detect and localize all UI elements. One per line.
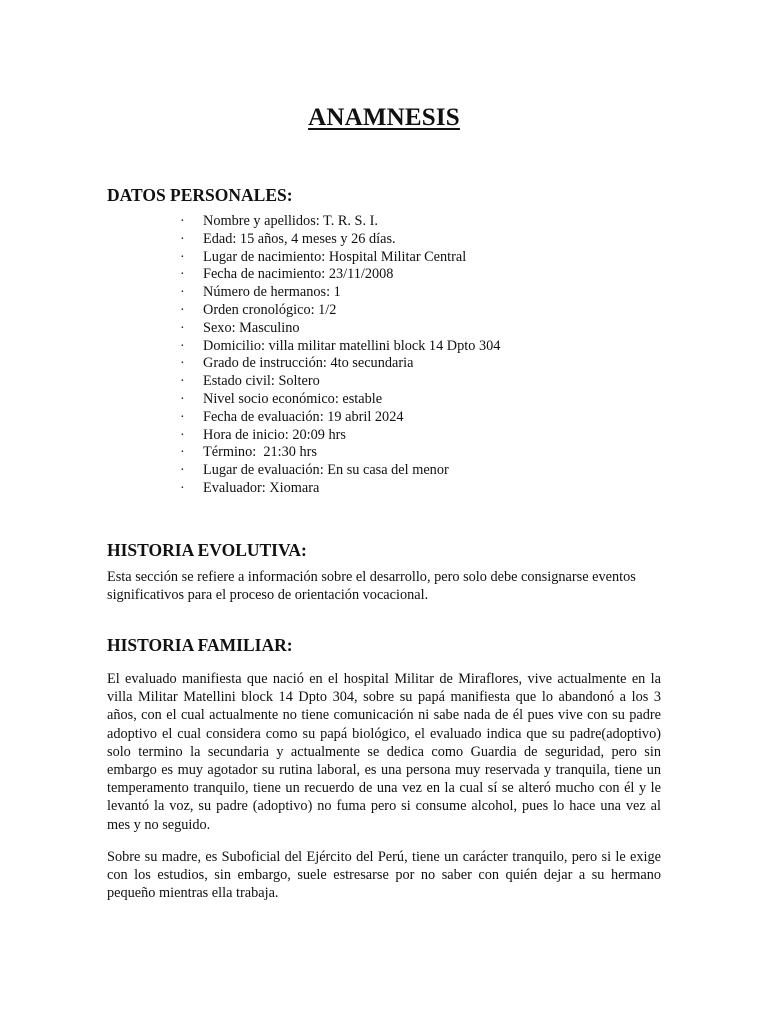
list-item: [180, 373, 500, 391]
list-item: [180, 355, 500, 373]
section-heading-historia-evolutiva: HISTORIA EVOLUTIVA:: [107, 540, 307, 560]
list-item: [180, 231, 500, 249]
bullet-icon: ·: [180, 231, 185, 247]
document-title: ANAMNESIS: [308, 104, 460, 131]
historia-evolutiva-paragraph: Esta sección se refiere a información sobre el desarrollo, pero solo debe consignarse eventos significativos para el proceso de orientación vocacional.: [107, 569, 636, 604]
list-item-text: Lugar de nacimiento: Hospital Militar Central: [203, 248, 467, 265]
bullet-icon: ·: [180, 320, 185, 336]
list-item: [180, 391, 500, 409]
list-item: [180, 284, 500, 302]
list-item: [180, 213, 500, 231]
list-item-text: Domicilio: villa militar matellini block 14 Dpto 304: [203, 337, 501, 354]
bullet-icon: ·: [180, 302, 185, 318]
bullet-icon: ·: [180, 267, 185, 283]
list-item: [180, 427, 500, 445]
list-item: [180, 266, 500, 284]
list-item: [180, 480, 500, 498]
list-item-text: Nivel socio económico: estable: [203, 390, 383, 407]
bullet-icon: ·: [180, 427, 185, 443]
list-item-text: Grado de instrucción: 4to secundaria: [203, 355, 414, 372]
bullet-icon: ·: [180, 409, 185, 425]
datos-personales-list: [180, 213, 500, 498]
list-item-text: Fecha de evaluación: 19 abril 2024: [203, 408, 404, 425]
list-item-text: Edad: 15 años, 4 meses y 26 días.: [203, 230, 396, 247]
list-item-text: Lugar de evaluación: En su casa del menor: [203, 462, 449, 479]
bullet-icon: ·: [180, 391, 185, 407]
bullet-icon: ·: [180, 356, 185, 372]
historia-familiar-paragraph: El evaluado manifiesta que nació en el hospital Militar de Miraflores, vive actualmente en la villa Militar Matellini block 14 Dpto 304, sobre su papá manifiesta que lo abandonó a los 3 años, con el cual actualmente no tiene comunicación ni sabe nada de él pues vive con su padre adoptivo el cual considera como su papá biológico, el evaluado indica que su padre(adoptivo) solo termino la secundaria y actualmente se dedica como Guardia de seguridad, pero sin embargo es muy agotador su rutina laboral, es una persona muy reservada y tranquila, tiene un temperamento tranquilo, tiene un recuerdo de una vez en la cual sí se alteró mucho con él y le levantó la voz, su padre (adoptivo) no fuma pero si consume alcohol, pues lo hace una vez al mes y no seguido.: [107, 671, 661, 833]
list-item-text: Fecha de nacimiento: 23/11/2008: [203, 266, 394, 283]
list-item: [180, 338, 500, 356]
historia-familiar-paragraph: Sobre su madre, es Suboficial del Ejército del Perú, tiene un carácter tranquilo, pero si le exige con los estudios, sin embargo, suele estresarse por no saber con quién dejar a su hermano pequeño mientras ella trabaja.: [107, 849, 661, 902]
list-item-text: Nombre y apellidos: T. R. S. I.: [203, 213, 378, 229]
list-item: [180, 249, 500, 267]
list-item: [180, 320, 500, 338]
list-item-text: Orden cronológico: 1/2: [203, 301, 337, 318]
list-item-text: Número de hermanos: 1: [203, 284, 341, 301]
bullet-icon: ·: [180, 214, 185, 229]
list-item: [180, 444, 500, 462]
section-heading-historia-familiar: HISTORIA FAMILIAR:: [107, 635, 293, 655]
list-item-text: Sexo: Masculino: [203, 319, 300, 336]
bullet-icon: ·: [180, 338, 185, 354]
section-heading-datos-personales: DATOS PERSONALES:: [107, 185, 293, 205]
list-item-text: Estado civil: Soltero: [203, 373, 320, 390]
list-item: [180, 409, 500, 427]
bullet-icon: ·: [180, 463, 185, 479]
bullet-icon: ·: [180, 249, 185, 265]
list-item-text: Término: 21:30 hrs: [203, 444, 317, 461]
bullet-icon: ·: [180, 480, 185, 496]
bullet-icon: ·: [180, 374, 185, 390]
bullet-icon: ·: [180, 445, 185, 461]
list-item: [180, 462, 500, 480]
list-item-text: Evaluador: Xiomara: [203, 479, 320, 496]
bullet-icon: ·: [180, 285, 185, 301]
list-item: [180, 302, 500, 320]
list-item-text: Hora de inicio: 20:09 hrs: [203, 426, 346, 443]
